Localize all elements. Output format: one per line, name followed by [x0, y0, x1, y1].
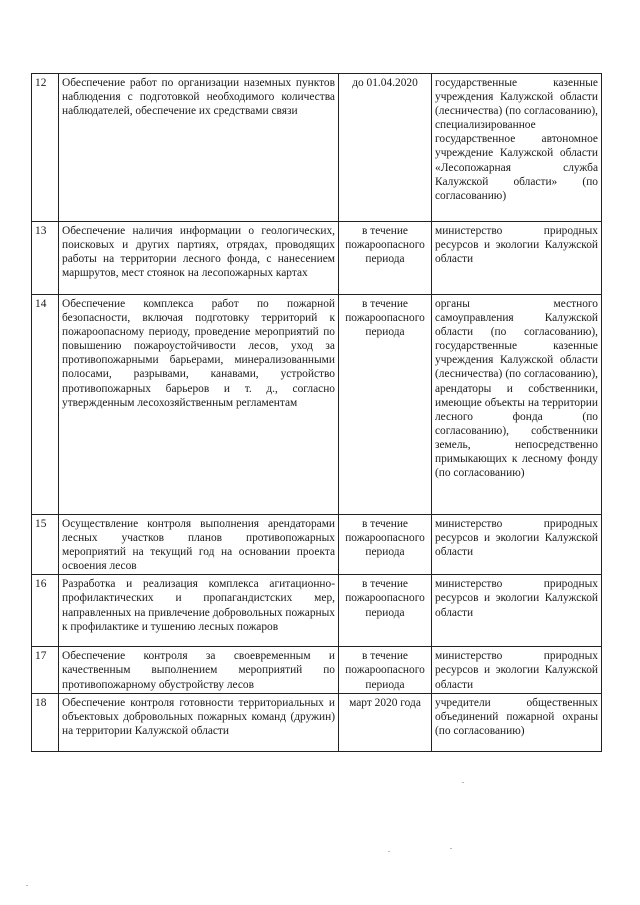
table-row	[32, 575, 602, 647]
responsible-cell: министерство природных ресурсов и экологии Калужской области	[432, 575, 602, 647]
term-cell: март 2020 года	[339, 693, 432, 751]
row-number: 15	[32, 515, 59, 575]
term-cell: в течение пожароопасного периода	[339, 222, 432, 295]
activity-cell: Осуществление контроля выполнения арендаторами лесных участков планов противопожарных мероприятий на текущий год на основании проекта освоения лесов	[59, 515, 339, 575]
row-number: 14	[32, 295, 59, 515]
measures-table	[31, 73, 602, 752]
row-number: 16	[32, 575, 59, 647]
activity-cell: Разработка и реализация комплекса агитационно-профилактических и пропагандистских мер, направленных на привлечение добровольных пожарных к профилактике и тушению лесных пожаров	[59, 575, 339, 647]
term-cell: до 01.04.2020	[339, 74, 432, 222]
scan-speck	[450, 848, 452, 849]
responsible-cell: министерство природных ресурсов и экологии Калужской области	[432, 515, 602, 575]
responsible-cell: министерство природных ресурсов и экологии Калужской области	[432, 222, 602, 295]
term-cell: в течение пожароопасного периода	[339, 575, 432, 647]
table-row	[32, 693, 602, 751]
term-cell: в течение пожароопасного периода	[339, 295, 432, 515]
table-row	[32, 647, 602, 693]
row-number: 17	[32, 647, 59, 693]
responsible-cell: государственные казенные учреждения Калужской области (лесничества) (по согласованию), специализированное государственное автономное учреждение Калужской области «Лесопожарная служба Калужской области» (по согласованию)	[432, 74, 602, 222]
table-row	[32, 222, 602, 295]
table-row	[32, 295, 602, 515]
term-cell: в течение пожароопасного периода	[339, 647, 432, 693]
activity-cell: Обеспечение работ по организации наземных пунктов наблюдения с подготовкой необходимого количества наблюдателей, обеспечение их средствами связи	[59, 74, 339, 222]
scan-speck	[462, 782, 464, 783]
scan-speck	[26, 885, 28, 886]
scan-speck	[388, 851, 390, 852]
row-number: 12	[32, 74, 59, 222]
responsible-cell: учредители общественных объединений пожарной охраны (по согласованию)	[432, 693, 602, 751]
responsible-cell: министерство природных ресурсов и экологии Калужской области	[432, 647, 602, 693]
activity-cell: Обеспечение комплекса работ по пожарной безопасности, включая подготовку территорий к пожароопасному периоду, проведение мероприятий по повышению пожароустойчивости лесов, уход за противопожарными барьерами, минерализованными полосами, разрывами, канавами, устройство противопожарных барьеров и т. д., согласно утвержденным лесохозяйственным регламентам	[59, 295, 339, 515]
row-number: 13	[32, 222, 59, 295]
table-row	[32, 515, 602, 575]
responsible-cell: органы местного самоуправления Калужской области (по согласованию), государственные казенные учреждения Калужской области (лесничества) (по согласованию), арендаторы и собственники, имеющие объекты на территории лесного фонда (по согласованию), собственники земель, непосредственно примыкающих к лесному фонду (по согласованию)	[432, 295, 602, 515]
term-cell: в течение пожароопасного периода	[339, 515, 432, 575]
activity-cell: Обеспечение контроля готовности территориальных и объектовых добровольных пожарных команд (дружин) на территории Калужской области	[59, 693, 339, 751]
activity-cell: Обеспечение контроля за своевременным и качественным выполнением мероприятий по противопожарному обустройству лесов	[59, 647, 339, 693]
row-number: 18	[32, 693, 59, 751]
table-row	[32, 74, 602, 222]
activity-cell: Обеспечение наличия информации о геологических, поисковых и других партиях, отрядах, проводящих работы на территории лесного фонда, с нанесением маршрутов, мест стоянок на лесопожарных картах	[59, 222, 339, 295]
